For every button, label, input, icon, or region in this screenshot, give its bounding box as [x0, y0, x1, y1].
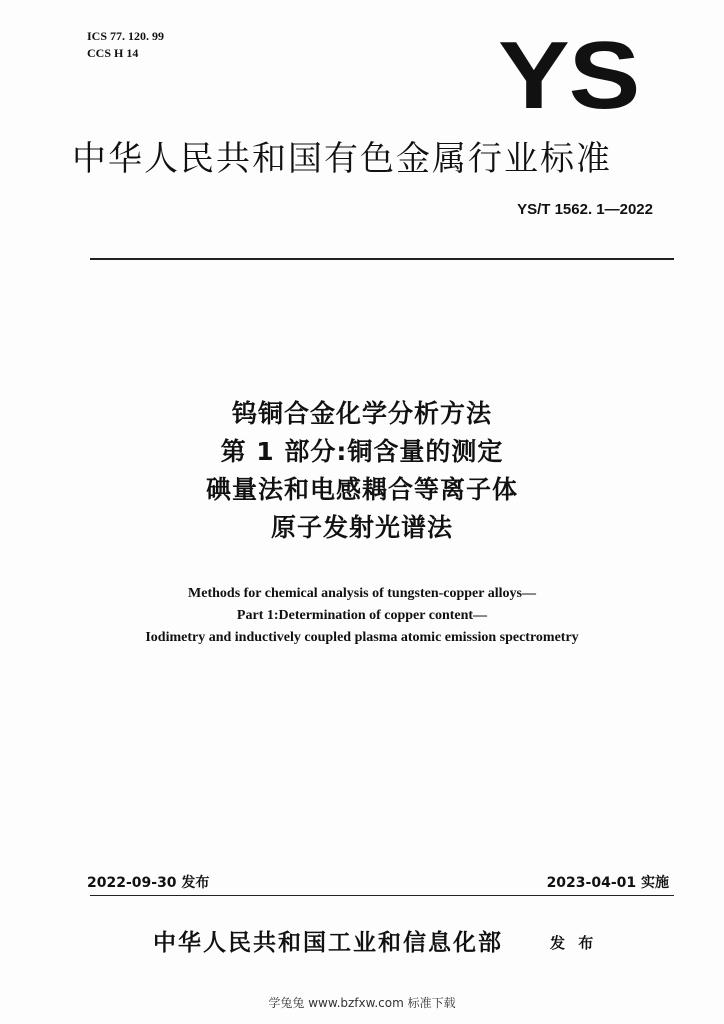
title-en-line: Iodimetry and inductively coupled plasma atomic emission spectrometry [145, 630, 579, 645]
title-en-line: Part 1:Determination of copper content— [236, 608, 488, 623]
bottom-divider [90, 895, 674, 896]
document-title-cn [0, 395, 724, 547]
release-date: 2022-09-30 发布 [87, 875, 210, 891]
issuing-authority: 中华人民共和国工业和信息化部 [153, 929, 503, 956]
classification-codes [87, 28, 164, 62]
title-cn-line: 第 1 部分:铜含量的测定 [220, 437, 504, 466]
standard-category-title: 中华人民共和国有色金属行业标准 [72, 139, 612, 179]
issue-label: 发 布 [550, 934, 598, 952]
top-divider [90, 258, 674, 260]
title-en-line: Methods for chemical analysis of tungsten-copper alloys— [188, 586, 536, 601]
title-cn-line: 碘量法和电感耦合等离子体 [205, 475, 518, 504]
title-cn-line: 钨铜合金化学分析方法 [231, 399, 492, 428]
implementation-date: 2023-04-01 实施 [546, 875, 669, 891]
watermark-footer: 学兔兔 www.bzfxw.com 标准下载 [268, 996, 456, 1010]
standard-code: YS/T 1562. 1—2022 [517, 201, 653, 218]
ccs-code: CCS H 14 [87, 46, 139, 60]
title-cn-line: 原子发射光谱法 [270, 513, 453, 542]
ics-code: ICS 77. 120. 99 [87, 29, 165, 43]
ys-logo: YS [498, 22, 640, 129]
document-title-en [0, 583, 724, 649]
